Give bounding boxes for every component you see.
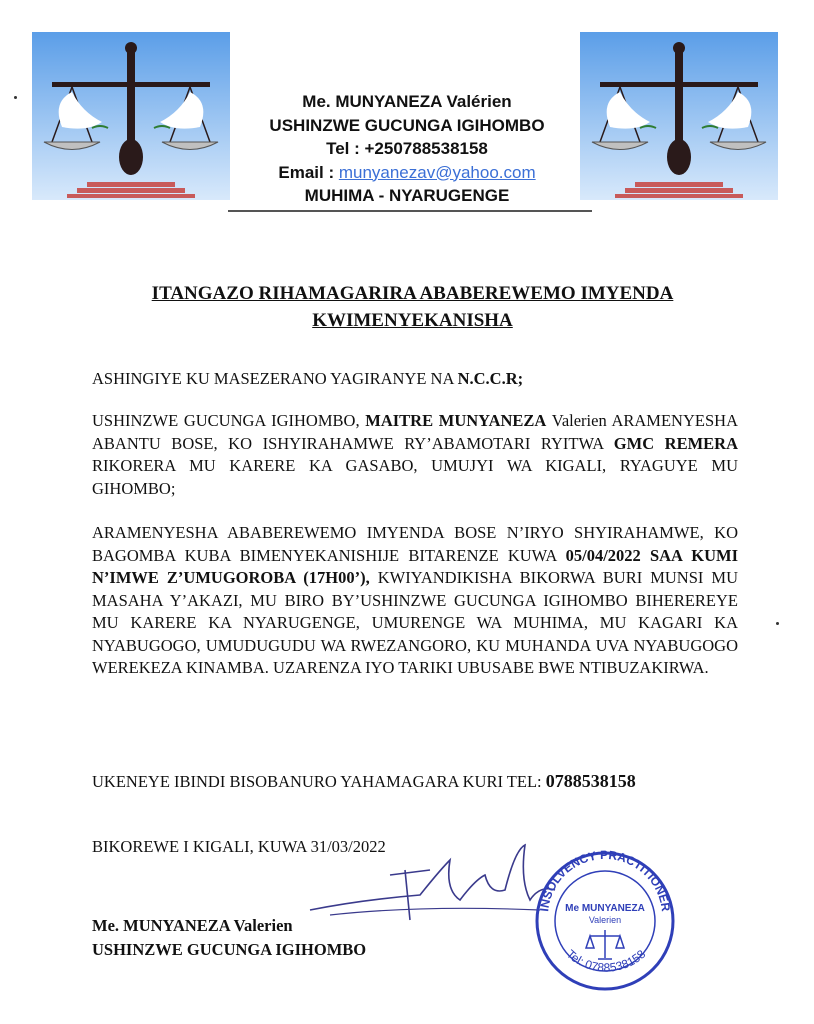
intro-text: ASHINGIYE KU MASEZERANO YAGIRANYE NA [92, 369, 458, 388]
p1-text-1: USHINZWE GUCUNGA IGIHOMBO, [92, 411, 366, 430]
stamp-phone: Tel: 0788538158 [563, 946, 649, 975]
paragraph-3 [92, 770, 738, 794]
header-divider [228, 210, 592, 212]
p2-text-2: KWIYANDIKISHA BIKORWA BURI MUNSI MU MASAHA Y’AKAZI, MU BIRO BY’USHINZWE GUCUNGA IGIHOMBO BIHEREREYE MU KARERE KA NYARUGENGE, UMURENGE WA MUHIMA, MU KAGARI KA NYABUGOGO, UMUDUGUDU WA RWEZANGORO, KU MUHANDA UVA NYABUGOGO WEREKEZA KINAMBA. UZARENZA IYO TARIKI UBUSABE BWE NTIBUZAKIRWA. [92, 568, 738, 677]
header-name: Me. MUNYANEZA Valérien [302, 92, 512, 111]
intro-bold: N.C.C.R; [457, 369, 524, 388]
p3-text: UKENEYE IBINDI BISOBANURO YAHAMAGARA KURI TEL: [92, 772, 546, 791]
scales-of-justice-doves-icon [580, 32, 778, 200]
intro-paragraph [92, 368, 738, 391]
signatory-name: Me. MUNYANEZA Valerien [92, 916, 293, 935]
stamp-first-name: Valerien [588, 915, 622, 925]
signatory-block [92, 914, 366, 962]
stamp-arc-text: INSOLVENCY PRACTITIONER [537, 847, 673, 913]
scan-speck [14, 96, 17, 99]
p2-bold-1: 05/04/2022 SAA KUMI N’IMWE Z’UMUGOROBA (17H00’), [92, 545, 738, 587]
p1-text-2: Valerien ARAMENYESHA ABANTU BOSE, KO ISHYIRAHAMWE RY’ABAMOTARI RYITWA [92, 411, 738, 453]
stamp-name: Me MUNYANEZA [565, 903, 645, 914]
header-role: USHINZWE GUCUNGA IGIHOMBO [269, 115, 545, 135]
scan-speck [776, 622, 779, 625]
logo-left [32, 32, 230, 200]
header-email-label: Email : [278, 162, 339, 182]
official-stamp [530, 826, 680, 1006]
p3-phone: 0788538158 [545, 771, 636, 791]
notice-title-line2: KWIMENYEKANISHA [312, 310, 513, 331]
paragraph-2 [92, 522, 738, 680]
date-line: BIKOREWE I KIGALI, KUWA 31/03/2022 [92, 837, 386, 856]
letterhead [232, 90, 582, 208]
scales-of-justice-doves-icon [32, 32, 230, 200]
svg-text:Tel: 0788538158 [564, 947, 649, 975]
paragraph-1 [92, 410, 738, 500]
p1-bold-2: GMC REMERA [613, 433, 739, 453]
stamp-seal-icon [530, 826, 680, 1006]
p1-text-3: RIKORERA MU KARERE KA GASABO, UMUJYI WA KIGALI, RYAGUYE MU GIHOMBO; [92, 456, 738, 498]
p2-text-1: ARAMENYESHA ABABEREWEMO IMYENDA BOSE N’IRYO SHYIRAHAMWE, KO BAGOMBA KUBA BIMENYEKANISHIJE BITARENZE KUWA [92, 523, 738, 565]
header-email-line [232, 161, 582, 185]
header-email-link[interactable]: munyanezav@yahoo.com [338, 162, 536, 182]
signatory-role: USHINZWE GUCUNGA IGIHOMBO [92, 940, 367, 959]
header-location: MUHIMA - NYARUGENGE [304, 186, 510, 205]
header-tel: Tel : +250788538158 [326, 139, 488, 158]
logo-right [580, 32, 778, 200]
notice-title-line1: ITANGAZO RIHAMAGARIRA ABABEREWEMO IMYENDA [151, 283, 674, 304]
stamp-scales-icon [586, 930, 624, 959]
notice-title [60, 280, 765, 334]
p1-bold-1: MAITRE MUNYANEZA [365, 411, 547, 430]
